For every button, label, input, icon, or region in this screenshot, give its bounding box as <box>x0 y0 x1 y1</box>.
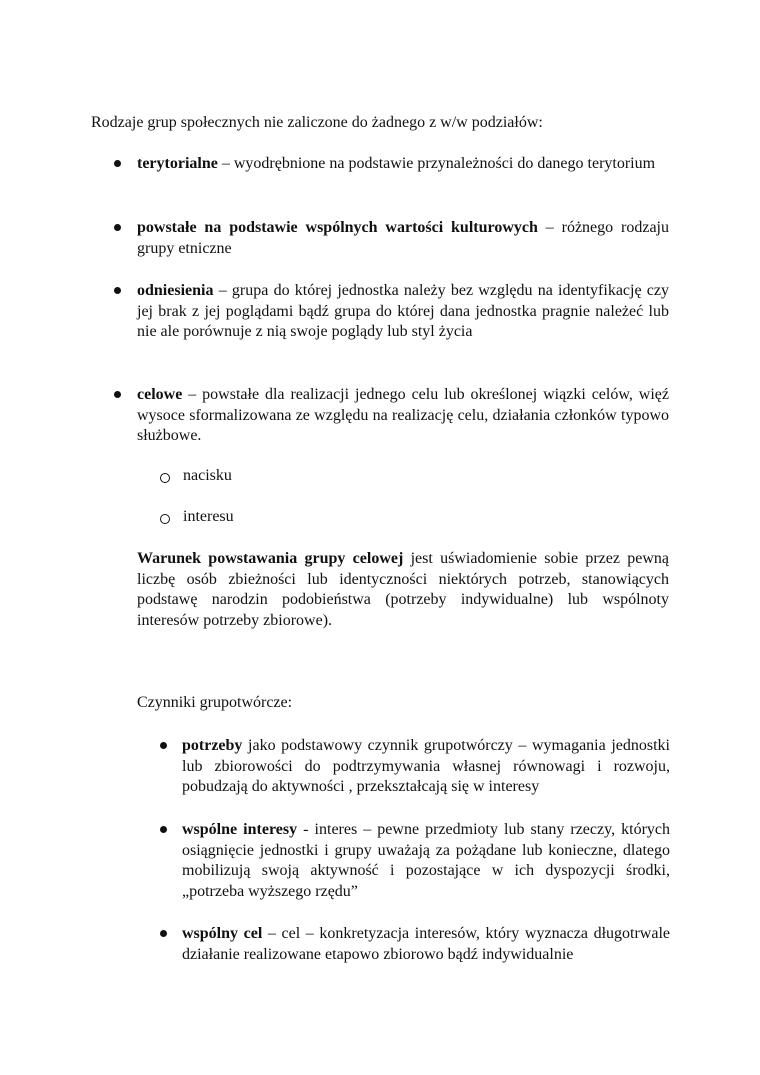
item-term: wspólny cel <box>182 925 263 942</box>
item-desc: – grupa do której jednostka należy bez względu na identyfikację czy jej brak z jej poglądami bądź grupa do której dana jednostka pragnie należeć lub nie ale porównuje z nią swoje poglądy lub styl życia <box>137 282 669 340</box>
list-item <box>137 154 669 175</box>
sub-item: interesu <box>183 508 234 525</box>
list-item <box>182 924 670 965</box>
bullet-icon <box>160 930 167 937</box>
sub-item: nacisku <box>183 467 232 484</box>
circle-bullet-icon <box>160 473 170 483</box>
item-desc: – wyodrębnione na podstawie przynależności do danego terytorium <box>217 155 656 172</box>
condition-term: Warunek powstawania grupy celowej <box>137 550 404 567</box>
item-term: celowe <box>137 386 183 403</box>
list-item <box>137 281 669 343</box>
item-term: odniesienia <box>137 282 214 299</box>
item-desc: – cel – konkretyzacja interesów, który wyznacza długotrwale działanie realizowane etapowo zbiorowo bądź indywidualnie <box>182 925 671 963</box>
item-term: powstałe na podstawie wspólnych wartości kulturowych <box>137 219 538 236</box>
item-term: wspólne interesy <box>182 821 298 838</box>
bullet-icon <box>114 287 121 294</box>
item-term: potrzeby <box>182 737 243 754</box>
list-item <box>137 218 669 259</box>
section-heading: Czynniki grupotwórcze: <box>137 694 293 711</box>
item-desc: – różnego rodzaju grupy etniczne <box>137 219 669 257</box>
bullet-icon <box>160 826 167 833</box>
list-item <box>182 736 670 798</box>
item-term: terytorialne <box>137 155 218 172</box>
condition-desc: jest uświadomienie sobie przez pewną liczbę osób zbieżności lub identyczności niektórych potrzeb, stanowiących podstawę narodzin podobieństwa (potrzeby indywidualne) lub wspólnoty interesów potrzeby zbiorowe). <box>137 550 670 629</box>
list-item <box>182 820 670 902</box>
intro-line: Rodzaje grup społecznych nie zaliczone do żadnego z w/w podziałów: <box>91 114 543 131</box>
bullet-icon <box>160 742 167 749</box>
list-item <box>137 385 669 447</box>
item-desc: - interes – pewne przedmioty lub stany rzeczy, których osiągnięcie jednostki i grupy uważają za pożądane lub konieczne, dlatego mobilizują swoją aktywność i pozostające w ich dyspozycji środki, „potrzeba wyższego rzędu” <box>182 821 671 900</box>
bullet-icon <box>114 160 121 167</box>
bullet-icon <box>114 224 121 231</box>
item-desc: jako podstawowy czynnik grupotwórczy – wymagania jednostki lub zbiorowości do podtrzymywania własnej równowagi i rozwoju, pobudzają do aktywności , przekształcają się w interesy <box>182 737 670 795</box>
condition-paragraph <box>137 549 669 631</box>
item-desc: – powstałe dla realizacji jednego celu lub określonej wiązki celów, więź wysoce sformalizowana ze względu na realizację celu, działania członków typowo służbowe. <box>137 386 669 444</box>
circle-bullet-icon <box>160 514 170 524</box>
bullet-icon <box>114 391 121 398</box>
